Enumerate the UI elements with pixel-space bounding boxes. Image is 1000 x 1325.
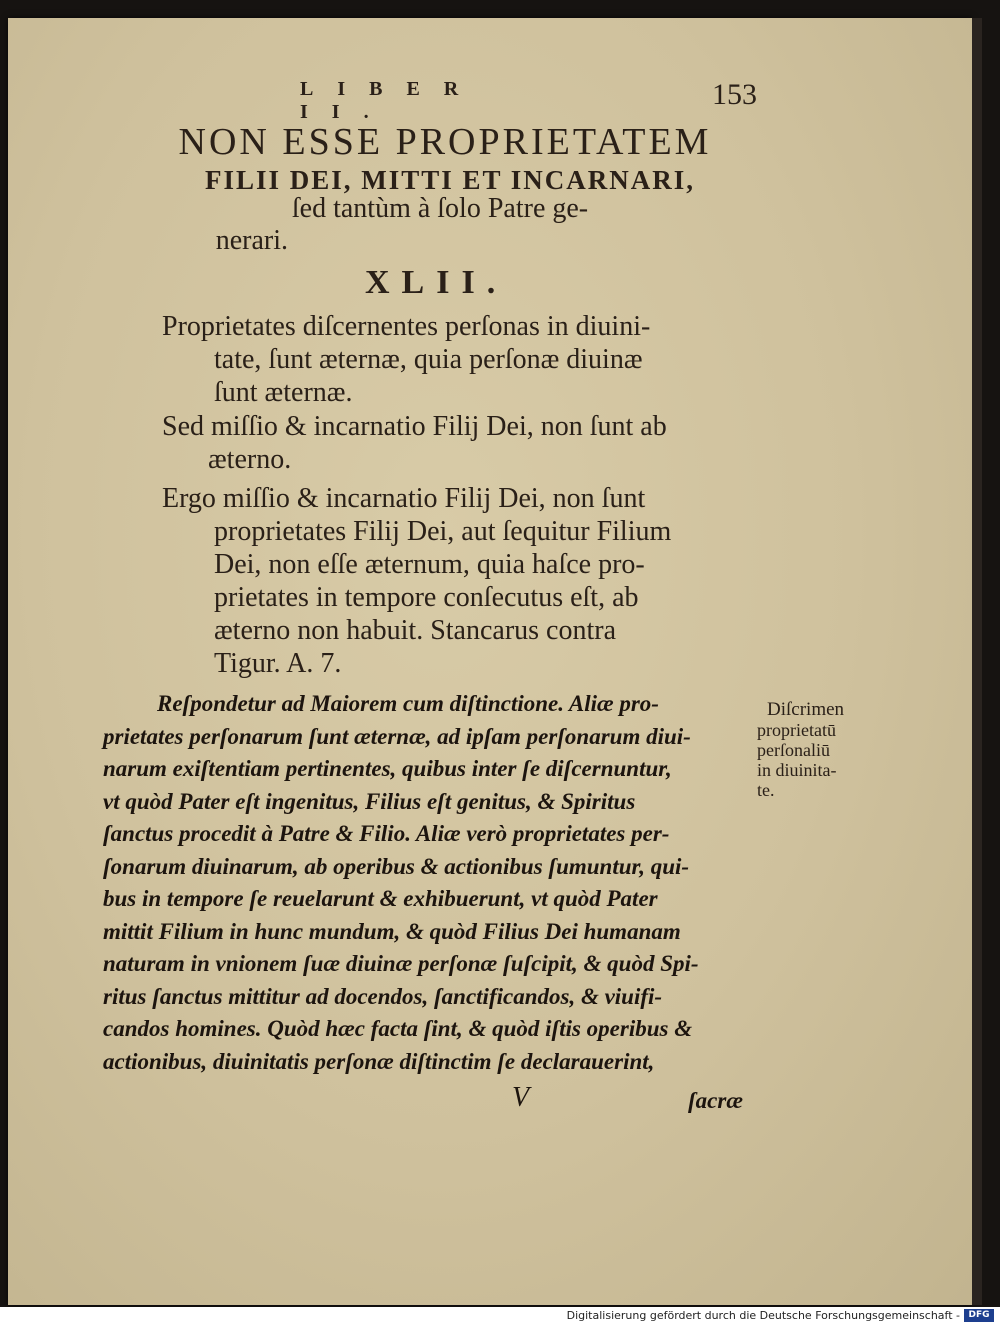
title-line-2: FILII DEI, MITTI ET INCARNARI, bbox=[204, 165, 696, 195]
section-numeral: XLII. bbox=[365, 264, 508, 301]
argument-line: æterno non habuit. Stancarus contra bbox=[214, 615, 617, 646]
marginal-line: Diſcrimen bbox=[767, 699, 845, 720]
page-number: 153 bbox=[712, 78, 757, 111]
commentary-line: actionibus, diuinitatis perſonæ diſtinctim ſe declarauerint, bbox=[103, 1048, 655, 1074]
dfg-logo-icon: DFG bbox=[964, 1309, 994, 1322]
commentary-line: narum exiſtentiam pertinentes, quibus inter ſe diſcernuntur, bbox=[103, 756, 672, 781]
marginal-line: te. bbox=[757, 780, 775, 800]
title-line-1: NON ESSE PROPRIETATEM bbox=[178, 121, 712, 163]
signature-mark: V bbox=[512, 1082, 530, 1113]
commentary-text bbox=[103, 688, 699, 1078]
commentary-line: ritus ſanctus mittitur ad docendos, ſanctificandos, & viuifi- bbox=[103, 983, 663, 1009]
commentary-line: naturam in vnionem ſuæ diuinæ perſonæ ſuſcipit, & quòd Spi- bbox=[103, 951, 699, 976]
argument-line: prietates in tempore conſecutus eſt, ab bbox=[214, 582, 639, 613]
argument-minor bbox=[162, 410, 667, 476]
argument-major bbox=[162, 310, 650, 409]
marginal-note bbox=[757, 700, 844, 800]
argument-line: æterno. bbox=[208, 444, 292, 475]
footer-credit: Digitalisierung gefördert durch die Deutsche Forschungsgemeinschaft - bbox=[566, 1309, 960, 1322]
commentary-line: Reſpondetur ad Maiorem cum diſtinctione. Aliæ pro- bbox=[157, 691, 659, 716]
argument-line: Sed miſſio & incarnatio Filij Dei, non ſunt ab bbox=[162, 411, 667, 442]
catchword: ſacræ bbox=[688, 1088, 743, 1113]
title-line-3: ſed tantùm à ſolo Patre ge- bbox=[291, 193, 589, 224]
marginal-line: perſonaliū bbox=[757, 740, 830, 760]
title-line-4: nerari. bbox=[215, 225, 288, 256]
commentary-line: prietates perſonarum ſunt æternæ, ad ipſam perſonarum diui- bbox=[103, 723, 691, 749]
commentary-line: ſonarum diuinarum, ab operibus & actionibus ſumuntur, qui- bbox=[103, 853, 690, 879]
commentary-line: bus in tempore ſe reuelarunt & exhibuerunt, vt quòd Pater bbox=[103, 886, 658, 911]
commentary-line: ſanctus procedit à Patre & Filio. Aliæ verò proprietates per- bbox=[103, 821, 670, 846]
argument-line: Ergo miſſio & incarnatio Filij Dei, non ſunt bbox=[162, 483, 646, 514]
commentary-line: mittit Filium in hunc mundum, & quòd Filius Dei humanam bbox=[103, 918, 681, 944]
commentary-line: vt quòd Pater eſt ingenitus, Filius eſt genitus, & Spiritus bbox=[103, 788, 636, 814]
marginal-line: proprietatū bbox=[757, 720, 836, 740]
argument-line: Proprietates diſcernentes perſonas in diuini- bbox=[162, 311, 651, 342]
argument-line: tate, ſunt æternæ, quia perſonæ diuinæ bbox=[214, 344, 643, 375]
commentary-line: candos homines. Quòd hæc facta ſint, & quòd iſtis operibus & bbox=[103, 1016, 693, 1041]
argument-conclusion bbox=[162, 482, 671, 680]
marginal-line: in diuinita- bbox=[757, 760, 837, 780]
page-edge bbox=[972, 18, 982, 1305]
argument-line: proprietates Filij Dei, aut ſequitur Filium bbox=[214, 516, 672, 547]
argument-line: ſunt æternæ. bbox=[214, 377, 353, 408]
argument-line: Tigur. A. 7. bbox=[214, 648, 342, 679]
argument-line: Dei, non eſſe æternum, quia haſce pro- bbox=[214, 549, 645, 580]
running-head: LIBER II. bbox=[300, 78, 483, 123]
